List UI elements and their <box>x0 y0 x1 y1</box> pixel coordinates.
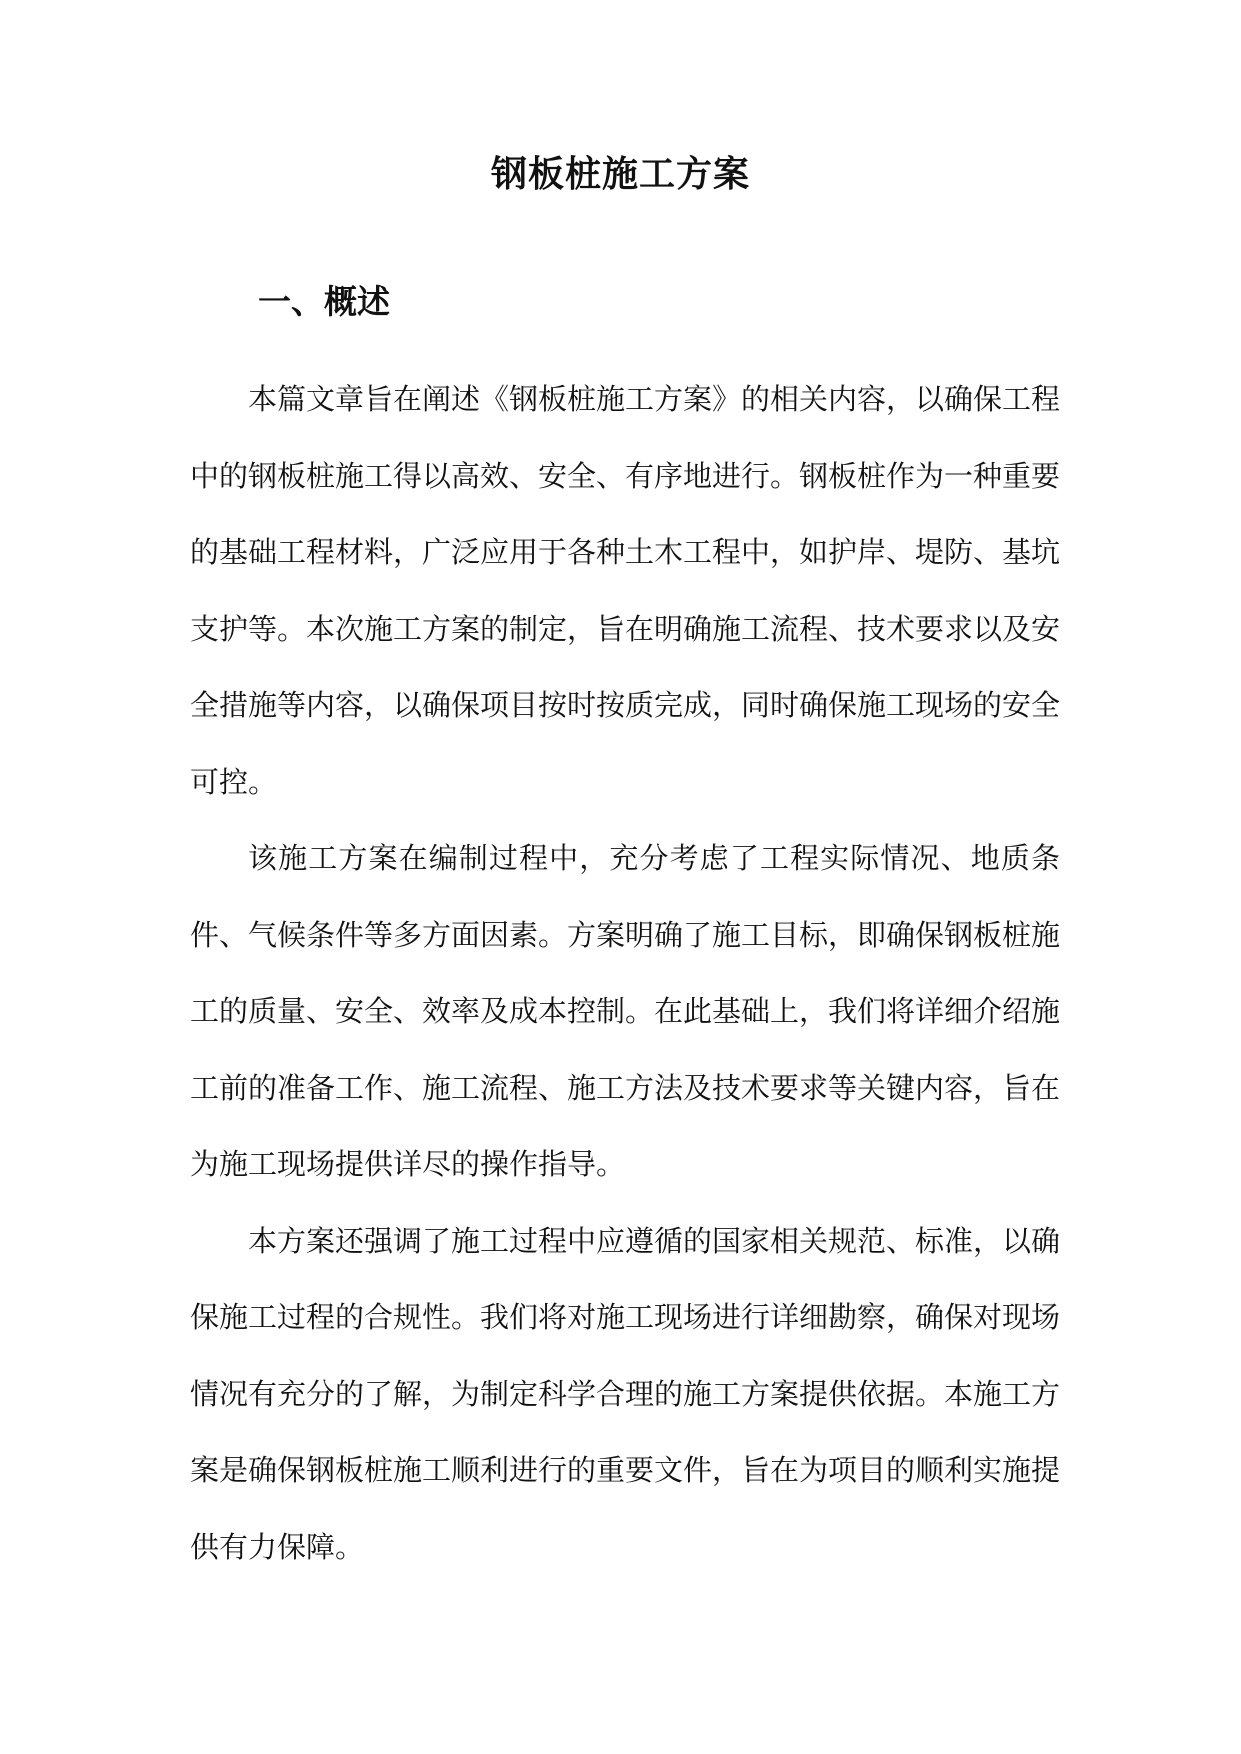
paragraph-3: 本方案还强调了施工过程中应遵循的国家相关规范、标准，以确保施工过程的合规性。我们将对施工现场进行详细勘察，确保对现场情况有充分的了解，为制定科学合理的施工方案提供依据。本施工方案是确保钢板桩施工顺利进行的重要文件，旨在为项目的顺利实施提供有力保障。 <box>190 1223 1061 1564</box>
section-heading: 一、概述 <box>258 282 390 321</box>
paragraph-1: 本篇文章旨在阐述《钢板桩施工方案》的相关内容，以确保工程中的钢板桩施工得以高效、安全、有序地进行。钢板桩作为一种重要的基础工程材料，广泛应用于各种土木工程中，如护岸、堤防、基坑支护等。本次施工方案的制定，旨在明确施工流程、技术要求以及安全措施等内容，以确保项目按时按质完成，同时确保施工现场的安全可控。 <box>190 382 1061 799</box>
paragraph-2: 该施工方案在编制过程中，充分考虑了工程实际情况、地质条件、气候条件等多方面因素。方案明确了施工目标，即确保钢板桩施工的质量、安全、效率及成本控制。在此基础上，我们将详细介绍施工前的准备工作、施工流程、施工方法及技术要求等关键内容，旨在为施工现场提供详尽的操作指导。 <box>190 841 1061 1181</box>
document-body <box>190 361 1060 1585</box>
document-title: 钢板桩施工方案 <box>490 153 750 195</box>
